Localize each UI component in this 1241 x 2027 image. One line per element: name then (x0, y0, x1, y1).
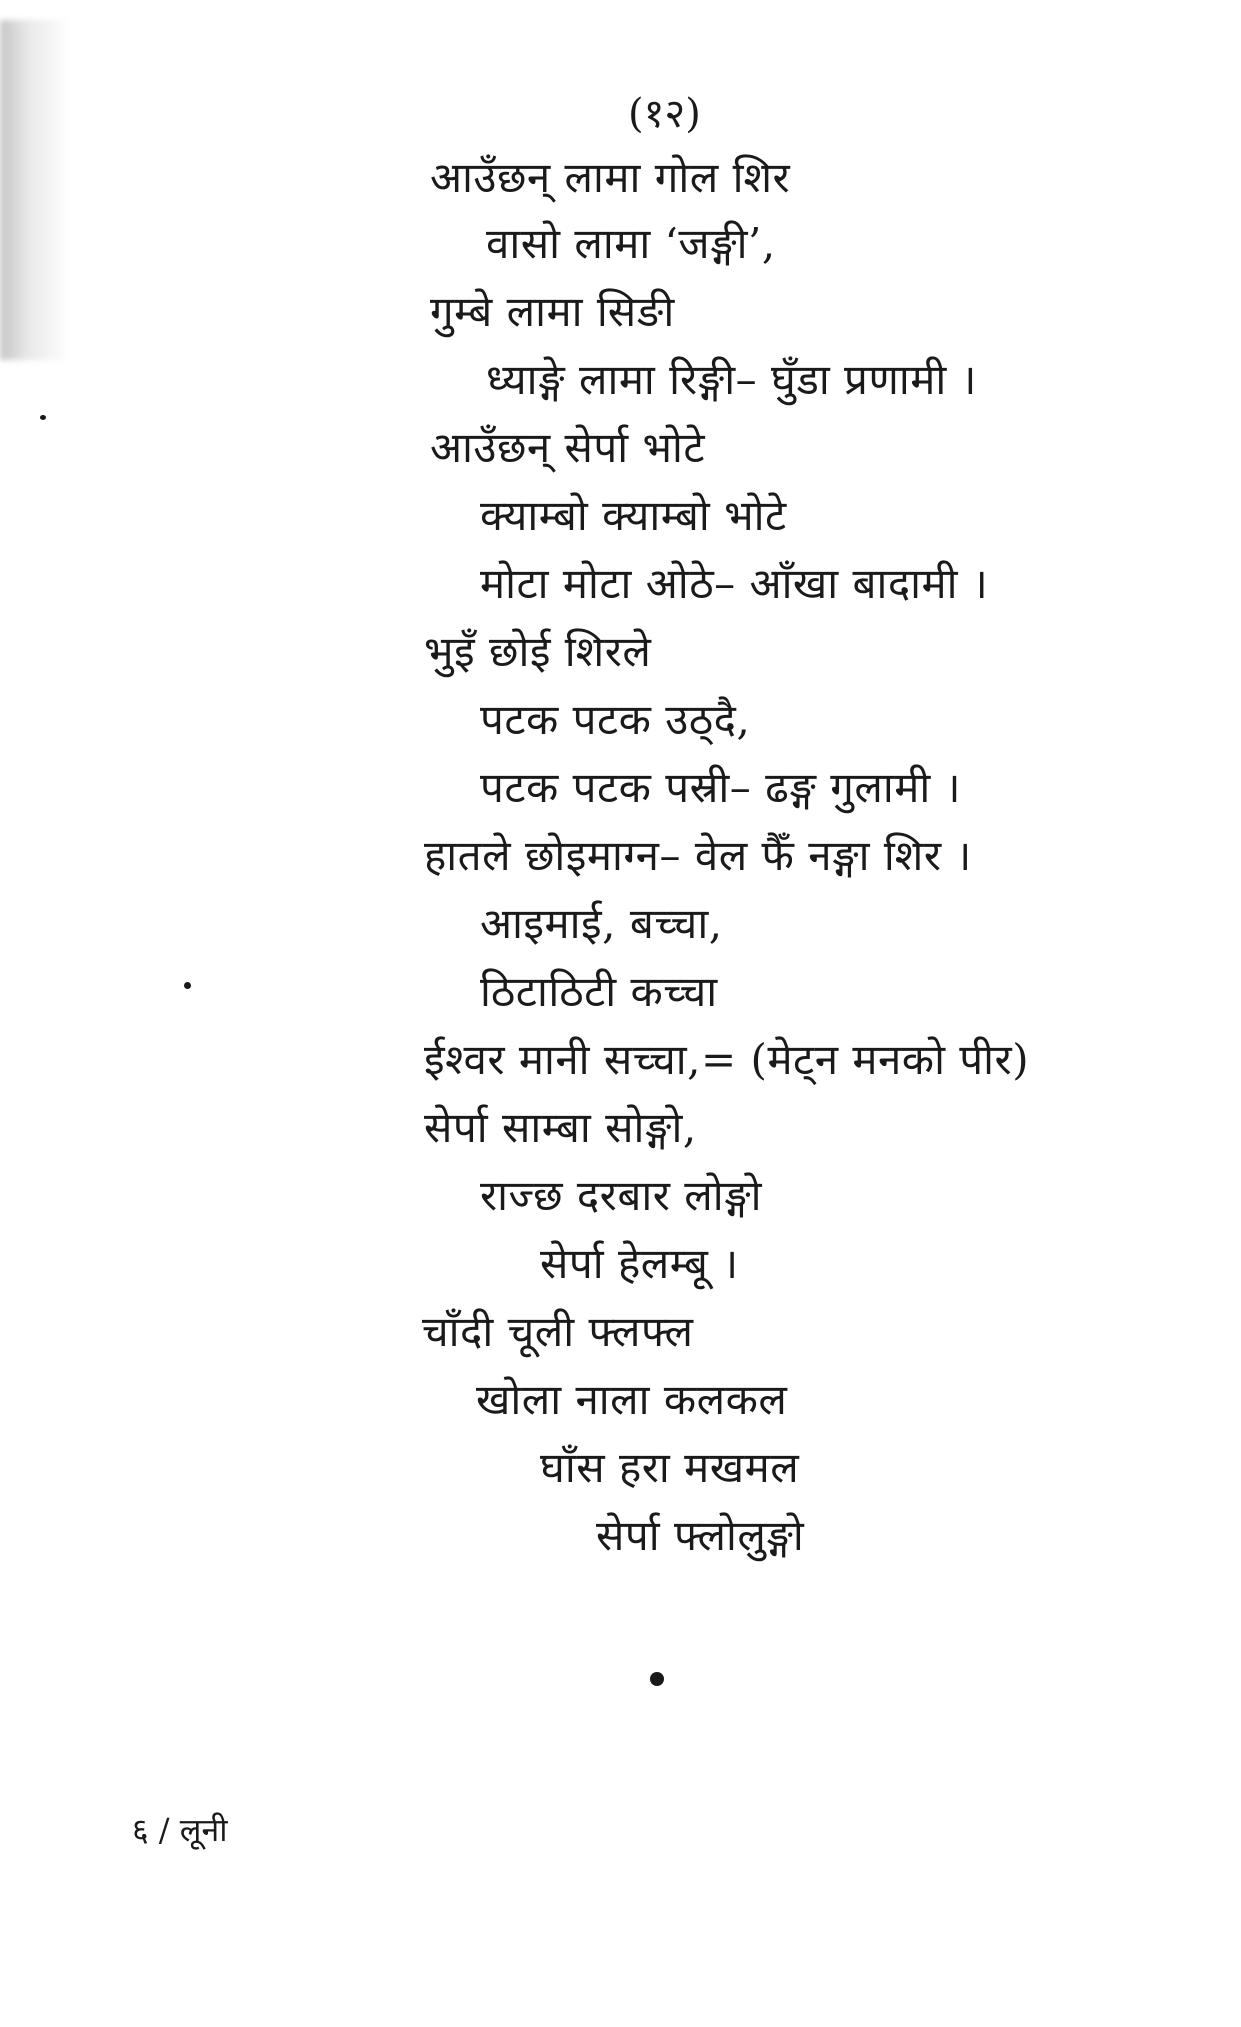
poem-line: आउँछन् सेर्पा भोटे (430, 423, 706, 472)
poem-line: क्याम्बो क्याम्बो भोटे (480, 491, 787, 540)
poem-line: गुम्बे लामा सिङी (430, 287, 675, 336)
poem-line: आइमाई, बच्चा, (480, 899, 723, 948)
page-number: (१२) (628, 91, 701, 137)
poem-line: सेर्पा हेलम्बू । (540, 1239, 739, 1288)
poem-line: पटक पटक पस्री– ढङ्ग गुलामी । (480, 763, 962, 812)
poem-line: पटक पटक उठ्दै, (480, 695, 751, 744)
scan-shadow-edge (0, 20, 70, 360)
poem-line: सेर्पा फ्लोलुङ्गो (596, 1511, 805, 1560)
speck-mark (40, 415, 46, 420)
poem-line: खोला नाला कलकल (476, 1375, 788, 1424)
poem-line: ईश्वर मानी सच्चा,= (मेट्न मनको पीर) (424, 1035, 1030, 1084)
poem-line: मोटा मोटा ओठे– आँखा बादामी । (480, 559, 989, 608)
page-footer: ६ / लूनी (132, 1811, 228, 1849)
poem-line: भुइँ छोई शिरले (424, 627, 652, 676)
poem-line: घाँस हरा मखमल (540, 1443, 800, 1492)
poem-line: ध्याङ्गे लामा रिङ्गी– घुँडा प्रणामी । (486, 355, 977, 404)
section-end-bullet (650, 1672, 664, 1686)
poem-line: ठिटाठिटी कच्चा (480, 967, 718, 1016)
poem-line: सेर्पा साम्बा सोङ्गो, (424, 1103, 697, 1152)
poem-line: आउँछन् लामा गोल शिर (430, 153, 791, 202)
poem-line: चाँदी चूली फ्लफ्ल (422, 1307, 694, 1356)
poem-line: हातले छोइमाग्न– वेल फैँ नङ्गा शिर । (424, 831, 972, 880)
poem-line: वासो लामा ‘जङ्गी’, (486, 219, 776, 268)
poem-line: राज्छ दरबार लोङ्गो (480, 1171, 763, 1220)
speck-mark (184, 982, 191, 989)
